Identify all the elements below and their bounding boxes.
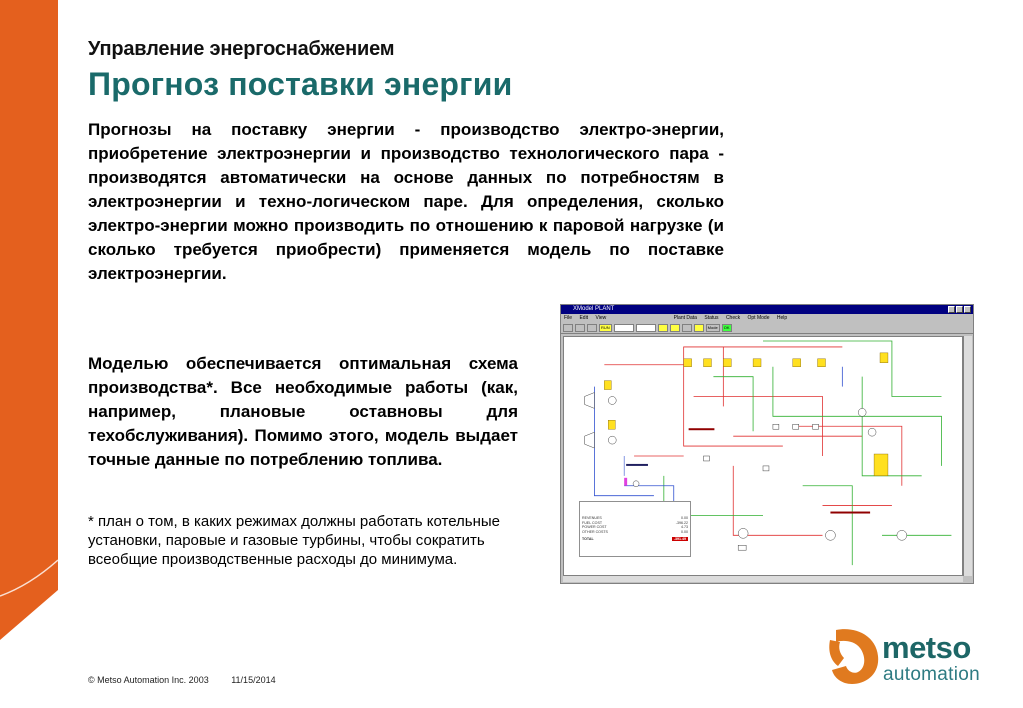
toolbar-button[interactable]: [682, 324, 692, 332]
steam-header: [830, 512, 870, 514]
toolbar-button[interactable]: [563, 324, 573, 332]
footer-date: 11/15/2014: [231, 675, 276, 685]
close-icon[interactable]: [964, 306, 971, 313]
metso-logo: [826, 626, 1006, 692]
sidebar-decoration: [0, 0, 58, 708]
toolbar-button[interactable]: [694, 324, 704, 332]
fuel-header: [626, 464, 648, 466]
menu-file[interactable]: File: [564, 315, 573, 321]
logo-wordmark: metso: [882, 630, 971, 665]
mode-button[interactable]: Mode: [707, 324, 718, 330]
footer: [88, 675, 276, 685]
vertical-scrollbar[interactable]: [963, 336, 972, 576]
model-paragraph: Моделью обеспечивается оптимальная схема производства*. Все необходимые работы (как, например, плановые оставновы для техобслуживания). Помимо этого, модель выдает точные данные по потреблению топлива.: [88, 354, 518, 469]
toolbar-field[interactable]: [614, 324, 634, 332]
menu-opt-mode[interactable]: Opt Mode: [747, 315, 770, 321]
sidebar-shape: [0, 0, 58, 708]
plant-model-screenshot: [560, 304, 974, 584]
menu-check[interactable]: Check: [725, 315, 741, 321]
table-row: POWER COST 4.73: [582, 525, 688, 530]
menu-status[interactable]: Status: [704, 315, 719, 321]
minimize-icon[interactable]: [948, 306, 955, 313]
intro-paragraph: Прогнозы на поставку энергии - производство электро-энергии, приобретение электроэнергии и производство технологического пара - производятся автоматически на основе данных по потребностям в электроэнергии и техно-логическом паре. Для определения, сколько электро-энергии можно производить по отношению к паровой нагрузке (и сколько требуется приобрести) применяется модель по поставке электроэнергии.: [88, 120, 724, 283]
cost-summary-table: [579, 501, 691, 557]
menu-help[interactable]: Help: [776, 315, 788, 321]
window-toolbar: [561, 322, 973, 334]
table-row: OTHER COSTS 0.00: [582, 529, 688, 534]
table-row: REVENUES 0.00: [582, 516, 688, 521]
menu-plant-data[interactable]: Plant Data: [673, 315, 697, 321]
window-titlebar: [561, 305, 973, 314]
menu-view[interactable]: View: [595, 315, 607, 321]
run-button[interactable]: RUN: [601, 324, 610, 330]
table-row: FUEL COST -396.22: [582, 520, 688, 525]
page-title: Прогноз поставки энергии: [88, 66, 513, 102]
ok-button[interactable]: OK: [722, 324, 732, 332]
logo-subtext: automation: [883, 664, 981, 685]
toolbar-field[interactable]: [636, 324, 656, 332]
metso-logo-mark-icon: [826, 626, 882, 688]
maximize-icon[interactable]: [956, 306, 963, 313]
copyright-text: © Metso Automation Inc. 2003: [88, 675, 209, 685]
toolbar-button[interactable]: [587, 324, 597, 332]
table-total-row: TOTAL -391.49: [582, 537, 686, 542]
footnote: * план о том, в каких режимах должны работать котельные установки, паровые и газовые турбины, чтобы сократить всеобщие производственные расходы до минимума.: [88, 513, 501, 568]
toolbar-button[interactable]: [575, 324, 585, 332]
menu-edit[interactable]: Edit: [579, 315, 589, 321]
horizontal-scrollbar[interactable]: [563, 575, 963, 582]
window-title: XModel PLANT: [573, 306, 615, 312]
toolbar-button[interactable]: [658, 324, 668, 332]
page-subtitle: Управление энергоснабжением: [88, 38, 395, 60]
toolbar-button[interactable]: [670, 324, 680, 332]
window-menubar: [561, 314, 973, 322]
steam-header: [689, 428, 715, 430]
